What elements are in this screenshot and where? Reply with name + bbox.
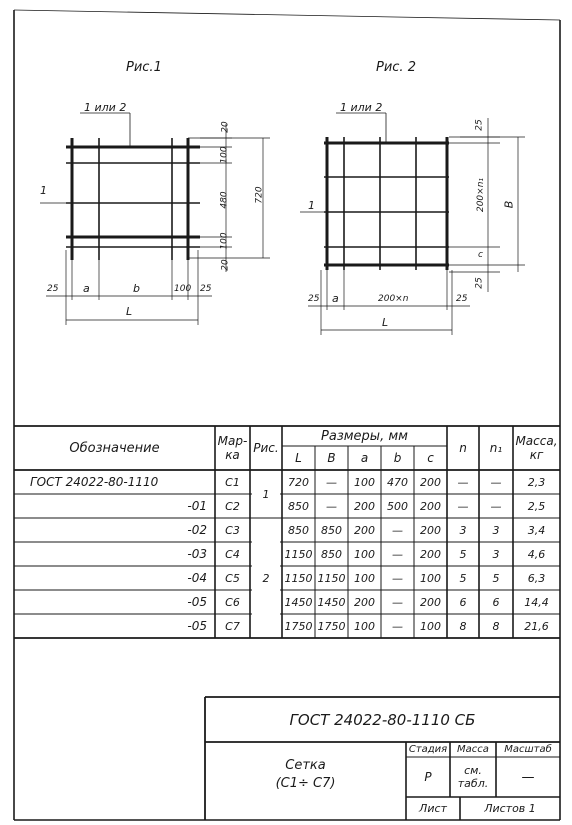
fig1-dim-mid: 480: [219, 191, 230, 209]
row-B-cell: —: [326, 499, 337, 513]
row-n-cell: —: [457, 475, 469, 489]
fig1-dim-left-edge: 25: [47, 284, 59, 294]
figure-1-pos-top: 1 или 2: [84, 101, 127, 114]
col-header-L: L: [295, 451, 302, 465]
fig1-dim-d1: 100: [219, 146, 230, 164]
fig-group-1: 1: [262, 487, 270, 501]
row-c-cell: 100: [420, 571, 441, 585]
row-designation: -05: [187, 595, 207, 609]
row-mass-cell: 4,6: [527, 547, 546, 561]
row-L-cell: 1150: [284, 571, 313, 585]
row-n1-cell: 5: [492, 571, 500, 585]
row-B-cell: 850: [321, 547, 342, 561]
fig-group-2: 2: [262, 571, 270, 585]
row-a-cell: 200: [354, 499, 375, 513]
fig1-dim-total: 720: [254, 186, 265, 204]
row-L-cell: 720: [288, 475, 309, 489]
product-name: Сетка: [285, 757, 326, 773]
mass-label: Масса: [457, 744, 489, 755]
row-a-cell: 100: [354, 547, 375, 561]
row-c-cell: 100: [420, 619, 441, 633]
row-L-cell: 1450: [284, 595, 313, 609]
row-B-cell: —: [326, 475, 337, 489]
row-n1-cell: 3: [492, 547, 500, 561]
col-header-mass: Масса, кг: [515, 434, 558, 462]
row-n-cell: 6: [459, 595, 467, 609]
row-n1-cell: —: [490, 499, 502, 513]
col-header-n1: n₁: [489, 441, 503, 455]
row-designation: -01: [187, 499, 207, 513]
row-n-cell: 5: [459, 547, 467, 561]
row-b-cell: —: [392, 547, 403, 561]
figure-2-pos-left: 1: [308, 199, 315, 212]
col-header-designation: Обозначение: [69, 440, 160, 456]
row-L-cell: 850: [288, 499, 309, 513]
col-header-c: c: [427, 451, 434, 465]
row-n1-cell: —: [490, 475, 502, 489]
row-a-cell: 200: [354, 595, 375, 609]
mass-value: см. табл.: [457, 764, 489, 790]
col-header-a: a: [360, 451, 369, 465]
fig1-dim-bottom: 20: [220, 259, 231, 271]
row-B-cell: 1450: [317, 595, 346, 609]
row-mark-cell: С4: [225, 547, 240, 561]
fig2-dim-L: L: [382, 316, 389, 329]
figure-2-pos-top: 1 или 2: [340, 101, 383, 114]
row-mass-cell: 6,3: [527, 571, 546, 585]
row-b-cell: —: [392, 619, 403, 633]
fig2-dim-left-edge: 25: [308, 294, 320, 304]
row-mark-cell: С6: [225, 595, 240, 609]
row-n-cell: —: [457, 499, 469, 513]
fig2-dim-c: c: [478, 250, 483, 260]
row-L-cell: 1150: [284, 547, 313, 561]
row-a-cell: 100: [354, 571, 375, 585]
row-n-cell: 8: [459, 619, 467, 633]
row-b-cell: —: [392, 523, 403, 537]
row-n1-cell: 8: [492, 619, 500, 633]
scale-value: —: [521, 769, 535, 785]
row-c-cell: 200: [420, 499, 441, 513]
row-mark-cell: С1: [225, 475, 240, 489]
row-a-cell: 200: [354, 523, 375, 537]
row-n-cell: 3: [459, 523, 467, 537]
row-mass-cell: 21,6: [524, 619, 549, 633]
row-L-cell: 850: [288, 523, 309, 537]
row-b-cell: —: [392, 595, 403, 609]
fig1-dim-b: b: [133, 282, 140, 295]
row-c-cell: 200: [420, 475, 441, 489]
col-header-n: n: [459, 441, 467, 455]
col-header-mark: Мар- ка: [217, 434, 248, 462]
row-b-cell: 470: [387, 475, 408, 489]
figure-1-pos-left: 1: [40, 184, 47, 197]
col-header-B: B: [327, 451, 336, 465]
row-mark-cell: С3: [225, 523, 240, 537]
row-mass-cell: 3,4: [527, 523, 546, 537]
fig2-dim-mid: 200×n₁: [476, 177, 487, 213]
row-designation: -02: [187, 523, 207, 537]
row-designation: -05: [187, 619, 207, 633]
row-B-cell: 850: [321, 523, 342, 537]
row-a-cell: 100: [354, 619, 375, 633]
col-header-b: b: [393, 451, 402, 465]
scale-label: Масштаб: [504, 744, 552, 755]
row-n-cell: 5: [459, 571, 467, 585]
row-mass-cell: 14,4: [524, 595, 549, 609]
row-mass-cell: 2,3: [527, 475, 546, 489]
row-b-cell: 500: [387, 499, 408, 513]
fig1-dim-a: a: [83, 282, 90, 295]
figure-1-drawing: [40, 113, 270, 325]
product-range: (С1÷ С7): [275, 775, 336, 791]
row-L-cell: 1750: [284, 619, 313, 633]
row-B-cell: 1150: [317, 571, 346, 585]
figure-2-title: Рис. 2: [376, 60, 416, 75]
fig1-dim-top: 20: [220, 121, 231, 133]
row-n1-cell: 3: [492, 523, 500, 537]
row-mark-cell: С7: [225, 619, 240, 633]
stage-label: Стадия: [408, 744, 448, 755]
col-header-fig: Рис.: [253, 441, 279, 455]
col-header-sizes: Размеры, мм: [321, 428, 408, 444]
fig1-dim-L: L: [126, 305, 133, 318]
row-B-cell: 1750: [317, 619, 346, 633]
fig2-dim-B: B: [502, 200, 516, 209]
row-c-cell: 200: [420, 595, 441, 609]
fig1-dim-d2: 100: [219, 232, 230, 250]
row-designation: ГОСТ 24022-80-1110: [30, 475, 159, 489]
row-n1-cell: 6: [492, 595, 500, 609]
fig2-dim-top: 25: [474, 119, 485, 131]
row-mark-cell: С2: [225, 499, 240, 513]
row-c-cell: 200: [420, 523, 441, 537]
fig2-dim-bottom: 25: [474, 277, 485, 289]
fig1-dim-right-edge: 25: [200, 284, 212, 294]
row-mass-cell: 2,5: [527, 499, 546, 513]
row-designation: -04: [187, 571, 207, 585]
row-mark-cell: С5: [225, 571, 240, 585]
fig2-dim-right-edge: 25: [456, 294, 468, 304]
row-c-cell: 200: [420, 547, 441, 561]
row-b-cell: —: [392, 571, 403, 585]
sheet-label: Лист: [419, 802, 447, 815]
row-designation: -03: [187, 547, 207, 561]
fig2-dim-span: 200×n: [378, 294, 409, 304]
fig1-dim-r100: 100: [174, 284, 192, 294]
row-a-cell: 100: [354, 475, 375, 489]
figure-1-title: Рис.1: [126, 60, 162, 75]
fig2-dim-a: a: [332, 292, 339, 305]
sheets-label: Листов 1: [484, 802, 536, 815]
doc-code: ГОСТ 24022-80-1110 СБ: [289, 710, 476, 729]
stage-value: Р: [424, 770, 432, 784]
